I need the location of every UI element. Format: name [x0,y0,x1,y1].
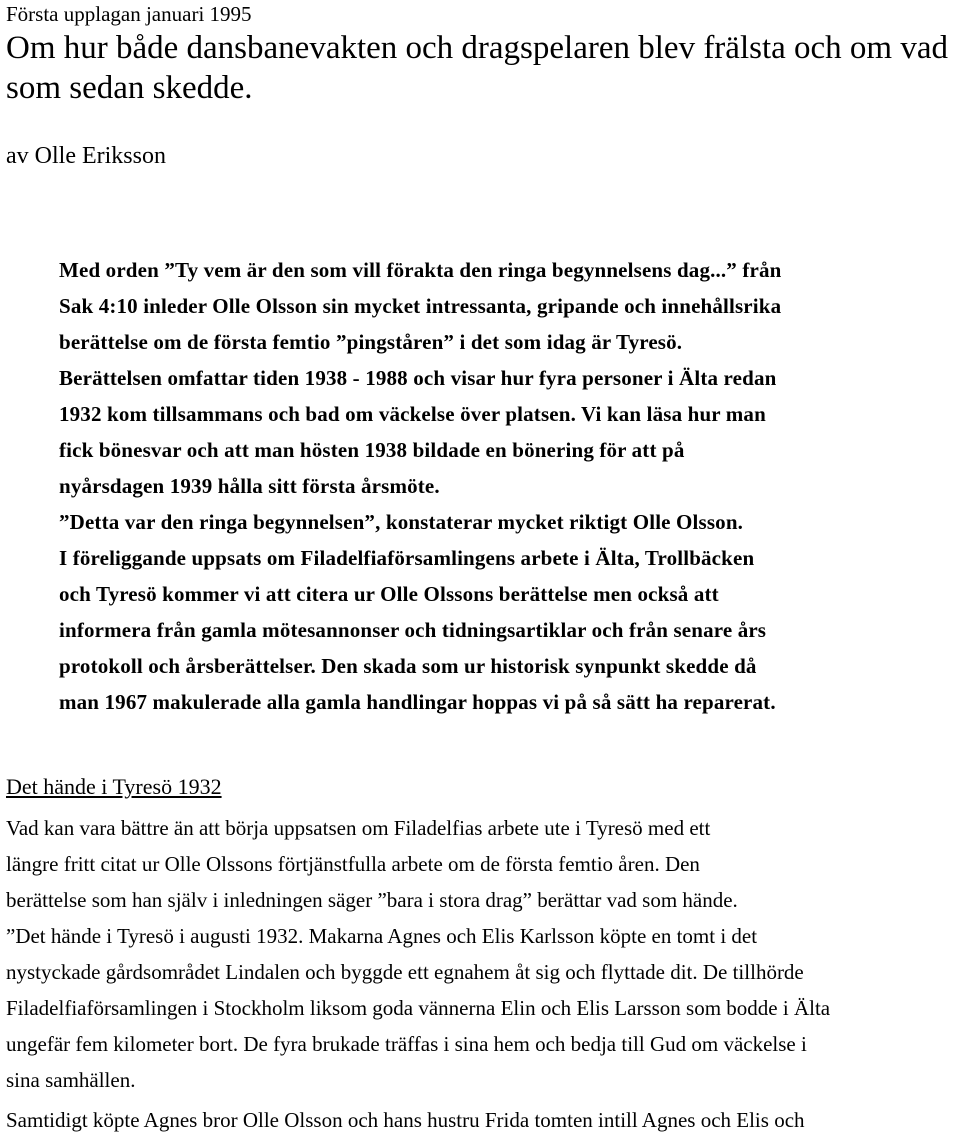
intro-line: ”Detta var den ringa begynnelsen”, konstaterar mycket riktigt Olle Olsson. [59,510,744,534]
intro-line: Med orden ”Ty vem är den som vill förakta den ringa begynnelsens dag...” från [59,258,782,282]
intro-line: 1932 kom tillsammans och bad om väckelse över platsen. Vi kan läsa hur man [59,402,766,426]
intro-paragraph [59,252,959,720]
section-heading: Det hände i Tyresö 1932 [6,774,222,799]
intro-line: man 1967 makulerade alla gamla handlingar hoppas vi på så sätt ha reparerat. [59,690,776,714]
intro-line: fick bönesvar och att man hösten 1938 bildade en bönering för att på [59,438,685,462]
intro-line: berättelse om de första femtio ”pingståren” i det som idag är Tyresö. [59,330,683,354]
body-line: längre fritt citat ur Olle Olssons förtjänstfulla arbete om de första femtio åren. Den [6,852,700,876]
body-line: Vad kan vara bättre än att börja uppsatsen om Filadelfias arbete ute i Tyresö med ett [6,816,711,840]
document-title: Om hur både dansbanevakten och dragspelaren blev frälsta och om vad som sedan skedde. [6,30,948,106]
intro-line: och Tyresö kommer vi att citera ur Olle Olssons berättelse men också att [59,582,719,606]
intro-line: protokoll och årsberättelser. Den skada som ur historisk synpunkt skedde då [59,654,757,678]
intro-line: nyårsdagen 1939 hålla sitt första årsmöte. [59,474,440,498]
intro-line: Sak 4:10 inleder Olle Olsson sin mycket intressanta, gripande och innehållsrika [59,294,782,318]
body-line: ”Det hände i Tyresö i augusti 1932. Makarna Agnes och Elis Karlsson köpte en tomt i det [6,924,758,948]
edition-note: Första upplagan januari 1995 [6,2,252,26]
section-body [6,810,958,1138]
body-line: berättelse som han själv i inledningen säger ”bara i stora drag” berättar vad som hände. [6,888,738,912]
author-line: av Olle Eriksson [6,143,166,169]
body-line: sina samhällen. [6,1068,136,1092]
body-line: ungefär fem kilometer bort. De fyra brukade träffas i sina hem och bedja till Gud om väckelse i [6,1032,807,1056]
intro-line: informera från gamla mötesannonser och tidningsartiklar och från senare års [59,618,767,642]
intro-line: Berättelsen omfattar tiden 1938 - 1988 och visar hur fyra personer i Älta redan [59,366,777,390]
body-line: nystyckade gårdsområdet Lindalen och byggde ett egnahem åt sig och flyttade dit. De tillhörde [6,960,804,984]
intro-line: I föreliggande uppsats om Filadelfiaförsamlingens arbete i Älta, Trollbäcken [59,546,755,570]
body-line: Samtidigt köpte Agnes bror Olle Olsson och hans hustru Frida tomten intill Agnes och Elis och [6,1108,805,1132]
body-line: Filadelfiaförsamlingen i Stockholm liksom goda vännerna Elin och Elis Larsson som bodde i Älta [6,996,831,1020]
